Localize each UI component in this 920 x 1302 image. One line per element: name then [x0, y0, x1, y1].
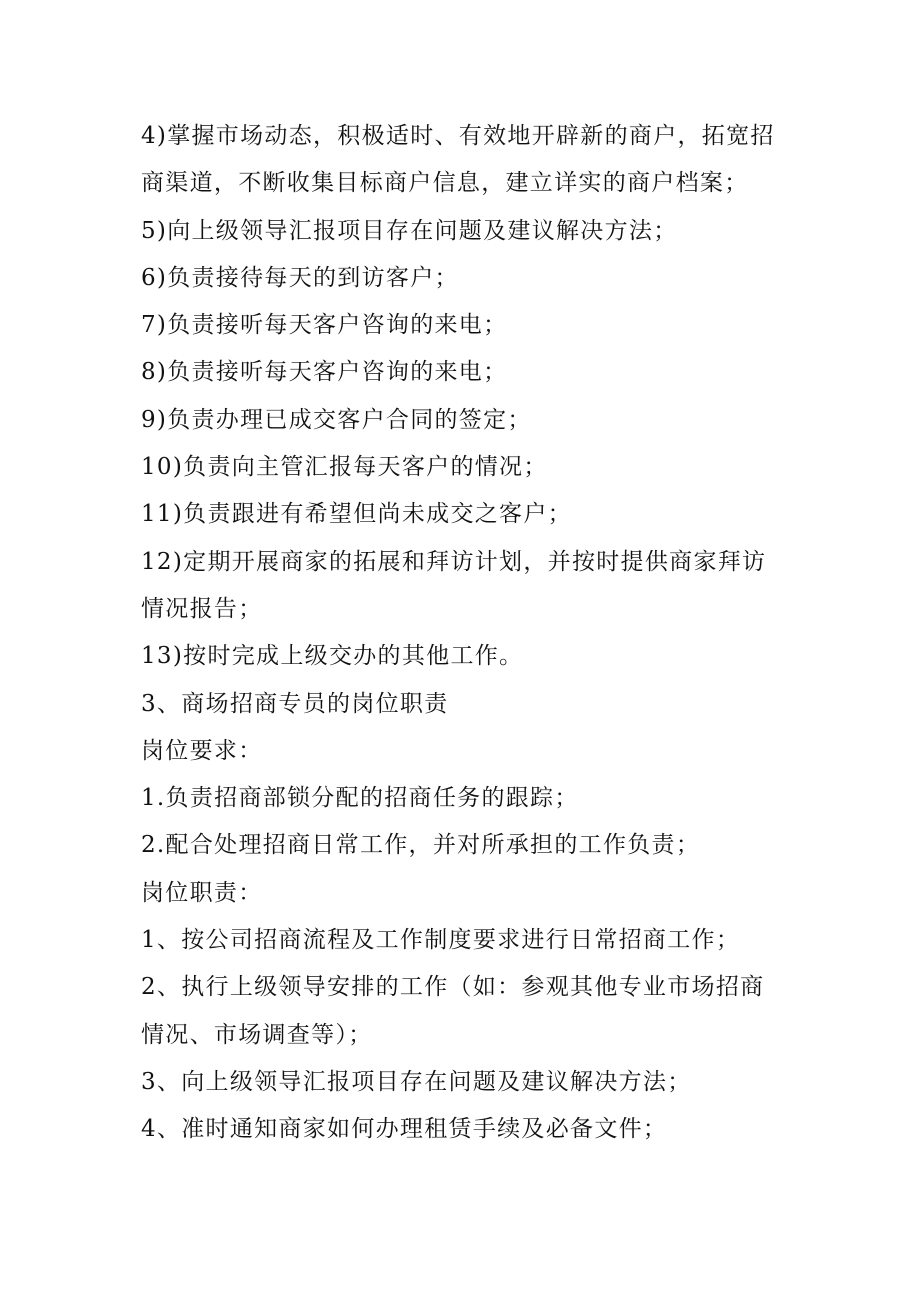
text-line: 4、准时通知商家如何办理租赁手续及必备文件；	[141, 1116, 668, 1143]
document-body	[141, 113, 791, 1154]
text-line: 10)负责向主管汇报每天客户的情况；	[141, 454, 548, 481]
text-line: 2、执行上级领导安排的工作（如：参观其他专业市场招商	[141, 974, 765, 1001]
text-line: 6)负责接待每天的到访客户；	[141, 264, 459, 291]
section-heading: 3、商场招商专员的岗位职责	[141, 690, 449, 717]
text-line: 8)负责接听每天客户咨询的来电；	[141, 359, 508, 386]
subheading-duties: 岗位职责：	[141, 879, 263, 906]
text-line: 情况报告；	[141, 595, 263, 622]
text-line: 13)按时完成上级交办的其他工作。	[141, 643, 524, 670]
text-line: 5)向上级领导汇报项目存在问题及建议解决方法；	[141, 217, 678, 244]
text-line: 1、按公司招商流程及工作制度要求进行日常招商工作；	[141, 927, 741, 954]
text-line: 商渠道，不断收集目标商户信息，建立详实的商户档案；	[141, 170, 749, 197]
text-line: 4)掌握市场动态，积极适时、有效地开辟新的商户，拓宽招	[141, 123, 775, 149]
text-line: 7)负责接听每天客户咨询的来电；	[141, 312, 508, 339]
text-line: 1.负责招商部锁分配的招商任务的跟踪；	[141, 785, 579, 812]
text-line: 2.配合处理招商日常工作，并对所承担的工作负责；	[141, 832, 701, 859]
text-line: 3、向上级领导汇报项目存在问题及建议解决方法；	[141, 1068, 692, 1095]
text-line: 情况、市场调查等）；	[141, 1021, 373, 1048]
text-line: 9)负责办理已成交客户合同的签定；	[141, 406, 532, 433]
subheading-requirements: 岗位要求：	[141, 737, 263, 764]
text-line: 11)负责跟进有希望但尚未成交之客户；	[141, 501, 572, 528]
text-line: 12)定期开展商家的拓展和拜访计划，并按时提供商家拜访	[141, 548, 767, 575]
